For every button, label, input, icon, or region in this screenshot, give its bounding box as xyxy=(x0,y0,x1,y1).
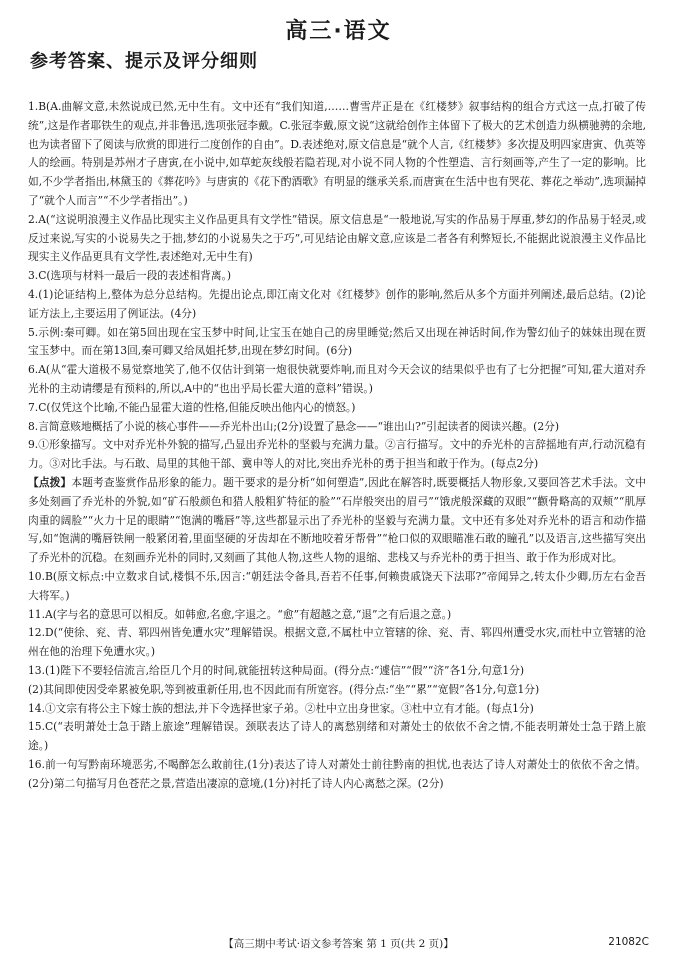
answer-12: 12.D(“使徐、兖、青、郓四州皆免遭水灾”理解错误。根据文意,不属杜中立管辖的徐、兖、青、郓四州遭受水灾,而杜中立管辖的沧州在他的治理下免遭水灾。) xyxy=(28,626,646,659)
answer-6: 6.A(从“霍大道极不易觉察地笑了,他不仅估计到第一炮很快就要炸响,而且对今天会议的结果似乎也有了七分把握”可知,霍大道对乔光朴的主动请缨是有预料的,所以,A中的“也出乎局长霍大道的意料”错误。) xyxy=(28,363,646,395)
answer-9: 9.①形象描写。文中对乔光朴外貌的描写,凸显出乔光朴的坚毅与充满力量。②言行描写。文中的乔光朴的言辞摇地有声,行动沉稳有力。③对比手法。与石敢、局里的其他干部、冀申等人的对比,突出乔光朴的勇于担当和敢于作为。(每点2分) xyxy=(28,438,646,471)
tip-text: 本题考查鉴赏作品形象的能力。题干要求的是分析“如何塑造”,因此在解答时,既要概括人物形象,又要回答艺术手法。文中多处刻画了乔光朴的外貌,如“矿石般颜色和猎人般粗犷特征的脸”“石岸般突出的眉弓”“饿虎般深藏的双眼”“颧骨略高的双颊”“肌厚肉重的阔脸”“火力十足的眼睛”“饱满的嘴唇”等,这些都显示出了乔光朴的坚毅与充满力量。文中还有多处对乔光朴的语言和动作描写,如“饱满的嘴唇铁闸一般紧闭着,里面坚硬的牙齿却在不断地咬着牙帮骨”“枪口似的双眼瞄准石敢的瞳孔”以及语言,这些描写突出了乔光朴的沉稳。在刻画乔光朴的同时,又刻画了其他人物,这些人物的退缩、悲栈又与乔光朴的勇于担当、敢于作为形成对比。 xyxy=(28,475,646,565)
answer-1: 1.B(A.曲解文意,未然说成已然,无中生有。文中还有“我们知道,……曹雪芹正是在《红楼梦》叙事结构的组合方式这一点,打破了传统”,这是作者耶铁生的观点,并非鲁迅,选项张冠李戴。C.张冠李戴,原文说“这就给创作主体留下了极大的艺术创造力纵横驰骋的余地,也为读者留下了阅读与欣赏的即进行二度创作的自由”。D.表述绝对,原文信息是“就个人言,《红楼梦》多次提及明四家唐寅、仇英等人的绘画。特别是苏州才子唐寅,在小说中,如草蛇灰线般若隐若现,对小说不同人物的个性塑造、言行刻画等,产生了一定的影响。比如,不少学者指出,林黛玉的《葬花吟》与唐寅的《花下酌酒歌》有明显的继承关系,而唐寅在生活中也有哭花、葬花之举动”,选项漏掉了“就个人而言”“不少学者指出”。) xyxy=(28,100,646,207)
answer-14: 14.①文宗有将公主下嫁士族的想法,并下令选择世家子弟。②杜中立出身世家。③杜中立有才能。(每点1分) xyxy=(28,701,534,715)
answer-13: 13.(1)陛下不要轻信流言,给臣几个月的时间,就能扭转这种局面。(得分点:“遽信”“假”“济”各1分,句意1分) (2)其间即使因受牵累被免职,等到被重新任用,也不因此而有所宽容。(得分点:“坐”“累”“宽假”各1分,句意1分) xyxy=(28,663,540,696)
answer-16: 16.前一句写黔南环境恶劣,不喝醉怎么敢前往,(1分)表达了诗人对萧处士前往黔南的担忧,也表达了诗人对萧处士的依依不舍之情。(2分)第二句描写月色苍茫之景,营造出凄凉的意境,(1分)衬托了诗人内心离愁之深。(2分) xyxy=(28,757,646,790)
tip-paragraph xyxy=(28,474,646,568)
tip-label: 【点拨】 xyxy=(28,475,72,489)
document-code: 21082C xyxy=(608,936,649,948)
page-subtitle: 参考答案、提示及评分细则 xyxy=(30,51,258,72)
answer-8: 8.言简意赅地概括了小说的核心事件——乔光朴出山;(2分)设置了悬念——“谁出山?”引起读者的阅读兴趣。(2分) xyxy=(28,419,559,433)
page-title: 高三·语文 xyxy=(285,19,392,44)
answer-5: 5.示例:秦可卿。如在第5回出现在宝玉梦中时间,让宝玉在她自己的房里睡觉;然后又出现在神话时间,作为警幻仙子的妹妹出现在贾宝玉梦中。而在第13回,秦可卿又给凤姐托梦,出现在梦幻时间。(6分) xyxy=(28,325,646,358)
answer-2: 2.A(“这说明浪漫主义作品比现实主义作品更具有文学性”错误。原文信息是“一般地说,写实的作品易于厚重,梦幻的作品易于轻灵,或反过来说,写实的小说易失之于拙,梦幻的小说易失之于巧”,可见结论由解文意,应该是二者各有利弊短长,不能据此说浪漫主义作品比现实主义作品更具有文学性,表述绝对,无中生有) xyxy=(28,212,646,264)
footer-text: 【高三期中考试·语文参考答案 第 1 页(共 2 页)】 xyxy=(223,938,454,950)
answer-15: 15.C(“表明萧处士急于踏上旅途”理解错误。颈联表达了诗人的离愁别绪和对萧处士的依依不舍之情,不能表明萧处士急于踏上旅途。) xyxy=(28,720,646,753)
answer-11: 11.A(字与名的意思可以相反。如韩愈,名愈,字退之。“愈”有超越之意,“退”之有后退之意。) xyxy=(28,607,452,621)
answer-10: 10.B(原文标点:中立数求自试,楼惧不乐,因言:“朝廷法令备具,吾若不任事,何赖贵戚饶天下法耶?”帝闻异之,转太仆少卿,历左右金吾大将军。) xyxy=(28,569,646,602)
answer-list xyxy=(28,98,646,793)
answer-3: 3.C(选项与材料一最后一段的表述相背离。) xyxy=(28,269,232,283)
answer-4: 4.(1)论证结构上,整体为总分总结构。先提出论点,即江南文化对《红楼梦》创作的影响,然后从多个方面并列阐述,最后总结。(2)论证方法上,主要运用了例证法。(4分) xyxy=(28,287,646,320)
answer-7: 7.C(仅凭这个比喻,不能凸显霍大道的性格,但能反映出他内心的愤怒。) xyxy=(28,400,356,414)
